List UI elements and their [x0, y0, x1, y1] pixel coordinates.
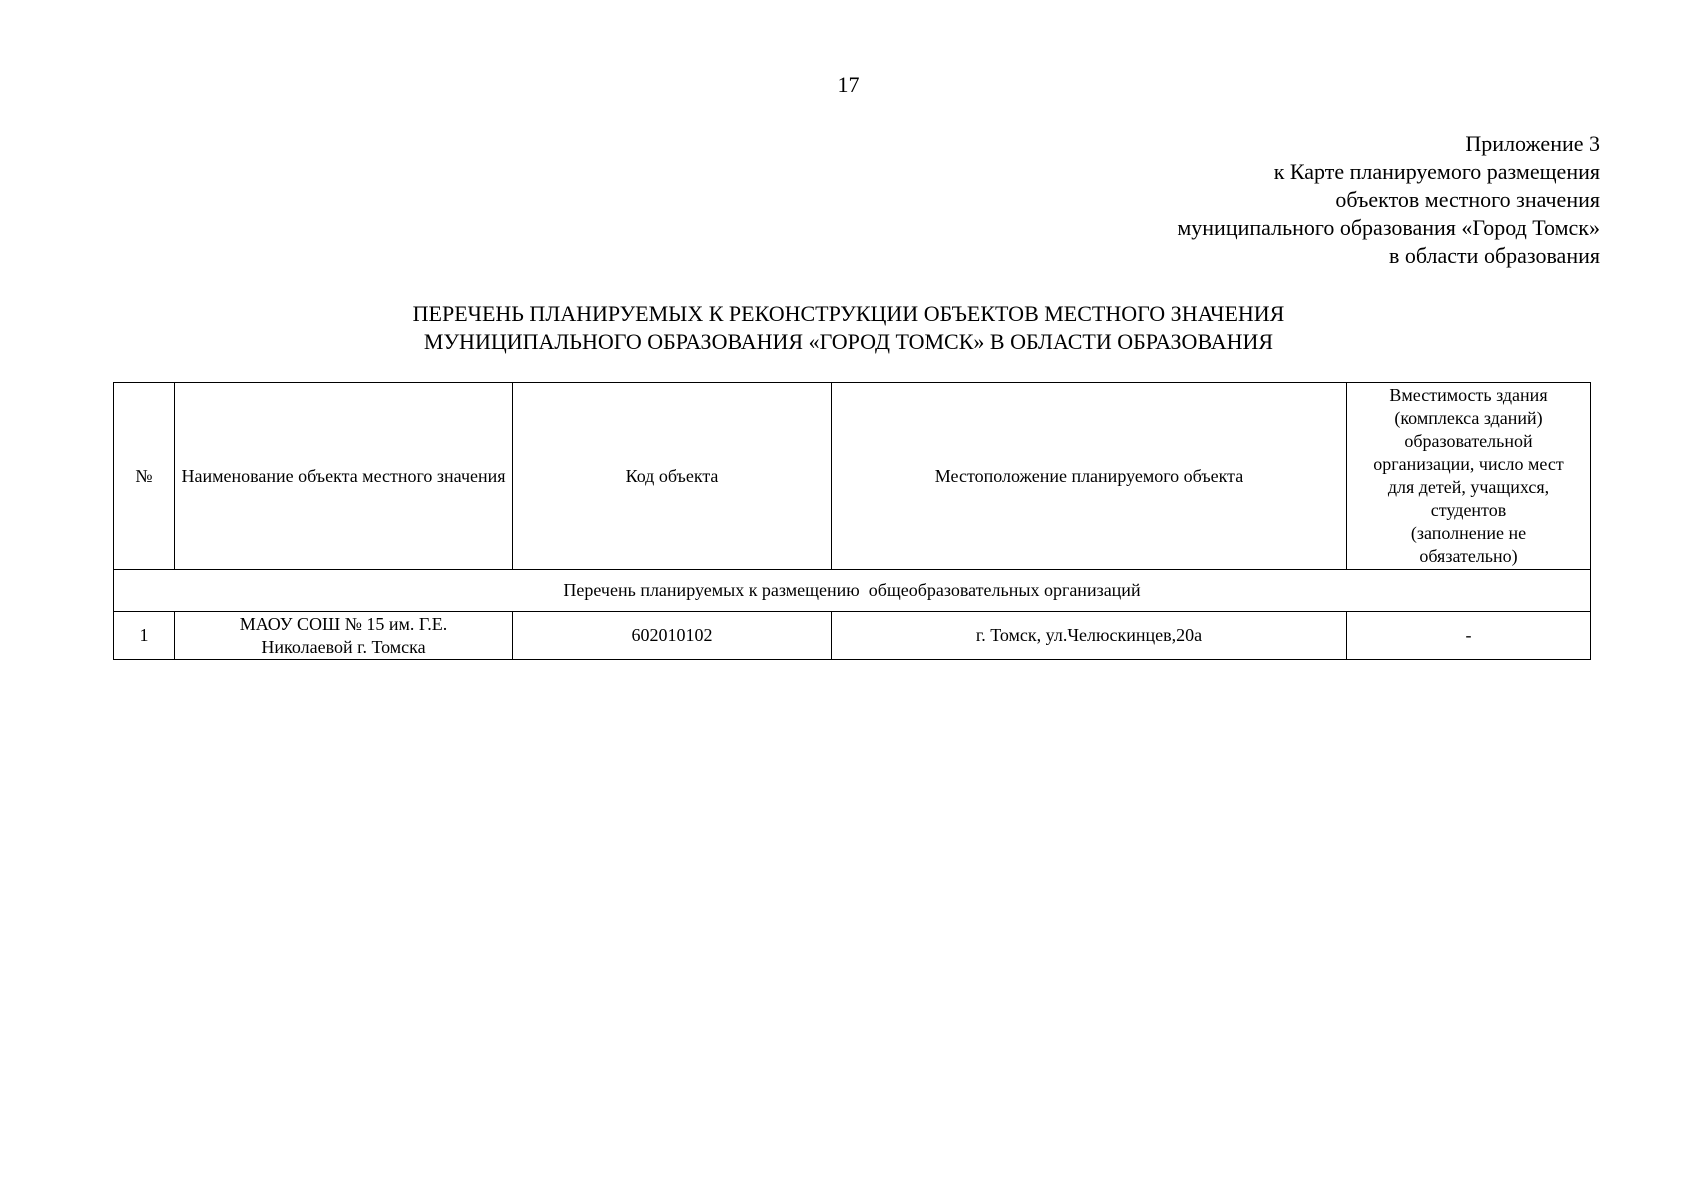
header-capacity-line: для детей, учащихся,: [1387, 477, 1550, 497]
section-label: Перечень планируемых к размещению общеобразовательных организаций: [114, 570, 1591, 612]
cell-num: 1: [114, 612, 175, 660]
cell-location: г. Томск, ул.Челюскинцев,20а: [832, 612, 1347, 660]
cell-name: [175, 612, 513, 660]
header-capacity-line: организации, число мест: [1373, 454, 1564, 474]
header-capacity-line: образовательной: [1404, 431, 1533, 451]
table-section-row: [114, 570, 1591, 612]
appendix-line: Приложение 3: [1465, 131, 1600, 156]
appendix-block: [1177, 130, 1600, 270]
header-capacity-line: (заполнение не: [1410, 523, 1527, 543]
header-code: Код объекта: [513, 383, 832, 570]
header-location: Местоположение планируемого объекта: [832, 383, 1347, 570]
header-num: №: [114, 383, 175, 570]
header-capacity-line: Вместимость здания: [1389, 385, 1548, 405]
title-line: ПЕРЕЧЕНЬ ПЛАНИРУЕМЫХ К РЕКОНСТРУКЦИИ ОБЪЕКТОВ МЕСТНОГО ЗНАЧЕНИЯ: [412, 301, 1285, 326]
cell-name-line: Николаевой г. Томска: [261, 636, 426, 657]
appendix-line: в области образования: [1389, 243, 1600, 268]
cell-code: 602010102: [513, 612, 832, 660]
header-capacity-line: обязательно): [1419, 546, 1518, 566]
appendix-line: к Карте планируемого размещения: [1273, 159, 1600, 184]
header-capacity-line: студентов: [1430, 500, 1507, 520]
table-header-row: [114, 383, 1591, 570]
objects-table: [113, 382, 1591, 660]
header-capacity-line: (комплекса зданий): [1394, 408, 1543, 428]
document-title: [0, 300, 1697, 356]
cell-name-line: МАОУ СОШ № 15 им. Г.Е.: [239, 613, 448, 634]
cell-capacity: -: [1347, 612, 1591, 660]
appendix-line: объектов местного значения: [1335, 187, 1600, 212]
page-number: 17: [837, 72, 860, 97]
header-capacity: [1347, 383, 1591, 570]
appendix-line: муниципального образования «Город Томск»: [1177, 215, 1600, 240]
header-name: Наименование объекта местного значения: [175, 383, 513, 570]
title-line: МУНИЦИПАЛЬНОГО ОБРАЗОВАНИЯ «ГОРОД ТОМСК» В ОБЛАСТИ ОБРАЗОВАНИЯ: [423, 329, 1274, 354]
table-row: [114, 612, 1591, 660]
